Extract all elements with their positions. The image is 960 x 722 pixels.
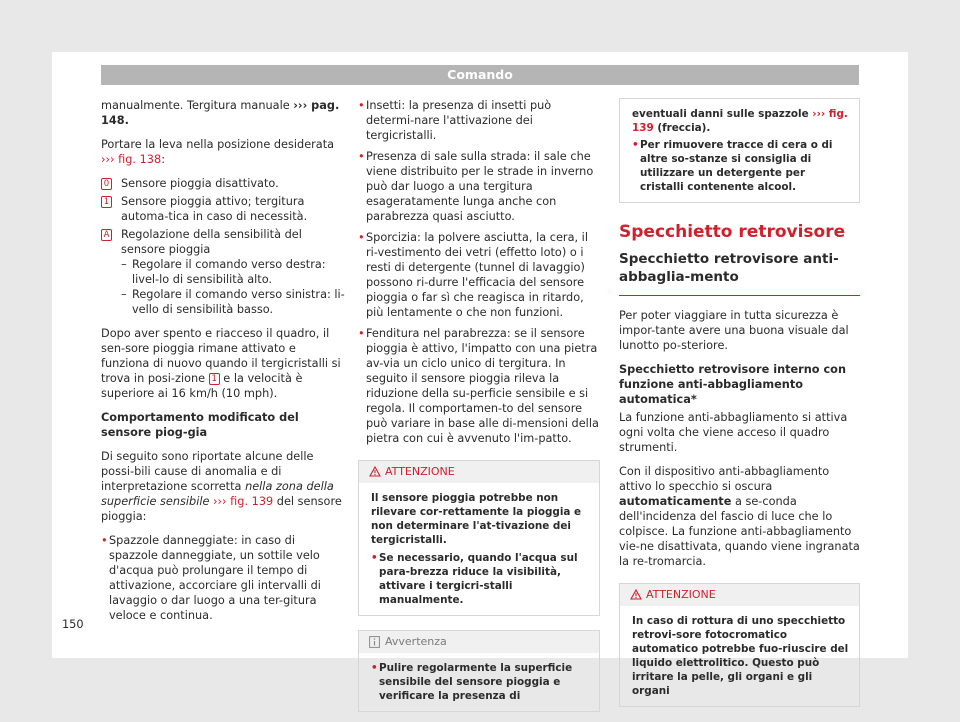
subheading: Comportamento modificato del sensore piog-gia xyxy=(101,411,299,439)
section-title: Specchietto retrovisore xyxy=(619,222,846,242)
bullet-item: • Pulire regolarmente la superficie sensibile del sensore pioggia e verificare la presenza di xyxy=(371,661,589,703)
paragraph: Di seguito sono riportate alcune delle possi-bili cause di anomalia e di interpretazione scorretta nella zona della superficie sensibile ››› fig. 139 del sensore pioggia: xyxy=(101,450,342,523)
bullet-item: • Sporcizia: la polvere asciutta, la cera, il ri-vestimento dei vetri (effetto loto) o i resti di detergente (tunnel di lavaggio) possono ri-durre l'efficacia del sensore pioggia o far sì che reagisca in ritardo, più lentamente o che non funzioni. xyxy=(358,230,600,320)
column-right xyxy=(619,98,860,717)
warning-triangle-icon xyxy=(630,589,642,600)
paragraph: Per poter viaggiare in tutta sicurezza è impor-tante avere una buona visuale dal lunotto po-steriore. xyxy=(619,309,849,352)
bullet-item: • Per rimuovere tracce di cera o di altre so-stanze si consiglia di utilizzare un detergente per cristalli contenente alcool. xyxy=(632,138,849,194)
warning-triangle-icon xyxy=(369,466,381,477)
subheading: Specchietto retrovisore interno con funzione anti-abbagliamento automatica* xyxy=(619,363,846,406)
warning-body: Il sensore pioggia potrebbe non rilevare cor-rettamente la pioggia e non determinare l'at-tivazione dei tergicristalli. • Se necessario, quando l'acqua sul para-brezza riduce la visibilità, attivare i tergicri-stalli manualmente. xyxy=(359,483,599,615)
warning-header: ATTENZIONE xyxy=(620,584,859,606)
column-left xyxy=(101,98,345,629)
dash-item: – Regolare il comando verso sinistra: li-vello di sensibilità basso. xyxy=(121,287,345,317)
list-item: 1 Sensore pioggia attivo; tergitura automa-tica in caso di necessità. xyxy=(101,194,345,224)
bullet-item: • Spazzole danneggiate: in caso di spazzole danneggiate, un sottile velo d'acqua può prolungare il tempo di attivazione, accorciare gli intervalli di lavaggio o dar luogo a una ter-gitura veloce e continua. xyxy=(101,533,345,623)
dash-item: – Regolare il comando verso destra: livel-lo di sensibilità alto. xyxy=(121,257,345,287)
position-key-badge: 0 xyxy=(101,178,112,190)
manual-page xyxy=(52,52,908,702)
paragraph: La funzione anti-abbagliamento si attiva ogni volta che viene acceso il quadro strumenti. xyxy=(619,411,848,454)
position-key-badge: 1 xyxy=(209,373,220,385)
position-key-badge: 1 xyxy=(101,196,112,208)
note-body xyxy=(359,653,599,711)
note-box-continued xyxy=(619,98,860,203)
figure-reference-link[interactable]: ››› fig. 138 xyxy=(101,153,162,166)
position-key-badge: A xyxy=(101,229,112,241)
column-middle xyxy=(358,98,600,722)
warning-box xyxy=(358,460,600,616)
note-box xyxy=(358,630,600,712)
note-body: eventuali danni sulle spazzole ››› fig. 139 (freccia). • Per rimuovere tracce di cera o di altre so-stanze si consiglia di utilizzare un detergente per cristalli contenente alcool. xyxy=(620,99,859,202)
bullet-item: • Fenditura nel parabrezza: se il sensore pioggia è attivo, l'impatto con una pietra av-via un ciclo unico di tergitura. In seguito il sensore pioggia rileva la riduzione della su-perficie sensibile e si regola. Il comportamen-to del sensore può variare in base alle di-mensioni della pietra con cui è avvenuto l'im-patto. xyxy=(358,326,600,446)
info-note-icon xyxy=(369,636,380,648)
page-number: 150 xyxy=(62,618,84,631)
page-reference-link[interactable]: ››› pag. 148 xyxy=(101,99,340,127)
paragraph: Con il dispositivo anti-abbagliamento attivo lo specchio si oscura automaticamente a se-conda dell'incidenza del fascio di luce che lo colpisce. La funzione anti-abbagliamento vie-ne disattivata, quando viene ingranata la re-tromarcia. xyxy=(619,465,860,568)
list-item: 0 Sensore pioggia disattivato. xyxy=(101,176,345,191)
paragraph: Portare la leva nella posizione desiderata ››› fig. 138: xyxy=(101,138,335,166)
warning-body: In caso di rottura di uno specchietto retrovi-sore fotocromatico automatico potrebbe fuo-riuscire del liquido elettrolitico. Questo può irritare la pelle, gli organi e gli organi xyxy=(632,615,849,697)
page-header: Comando xyxy=(101,65,859,85)
figure-reference-link[interactable]: ››› fig. 139 xyxy=(632,108,848,134)
list-item: A Regolazione della sensibilità del sensore pioggia – Regolare il comando verso destra: livel-lo di sensibilità alto. – Regolare il comando verso sinistra: li-vello di sensibilità basso. xyxy=(101,227,345,317)
note-header: Avvertenza xyxy=(359,631,599,653)
bullet-item: • Presenza di sale sulla strada: il sale che viene distribuito per le strade in inverno può dar luogo a una tergitura esageratamente lunga anche con parabrezza quasi asciutto. xyxy=(358,149,600,224)
bullet-item: • Se necessario, quando l'acqua sul para-brezza riduce la visibilità, attivare i tergicri-stalli manualmente. xyxy=(371,551,589,607)
paragraph: manualmente. Tergitura manuale ››› pag. 148. xyxy=(101,99,340,127)
warning-box xyxy=(619,583,860,707)
figure-reference-link[interactable]: ››› fig. 139 xyxy=(213,495,274,508)
subsection-title: Specchietto retrovisore anti-abbaglia-mento xyxy=(619,250,860,296)
paragraph: Dopo aver spento e riacceso il quadro, il sen-sore pioggia rimane attivato e funziona di nuovo quando il tergicristalli si trova in posi-zione 1 e la velocità è superiore ai 16 km/h (10 mph). xyxy=(101,327,341,400)
warning-header: ATTENZIONE xyxy=(359,461,599,483)
bullet-item: • Insetti: la presenza di insetti può determi-nare l'attivazione dei tergicristalli. xyxy=(358,98,600,143)
